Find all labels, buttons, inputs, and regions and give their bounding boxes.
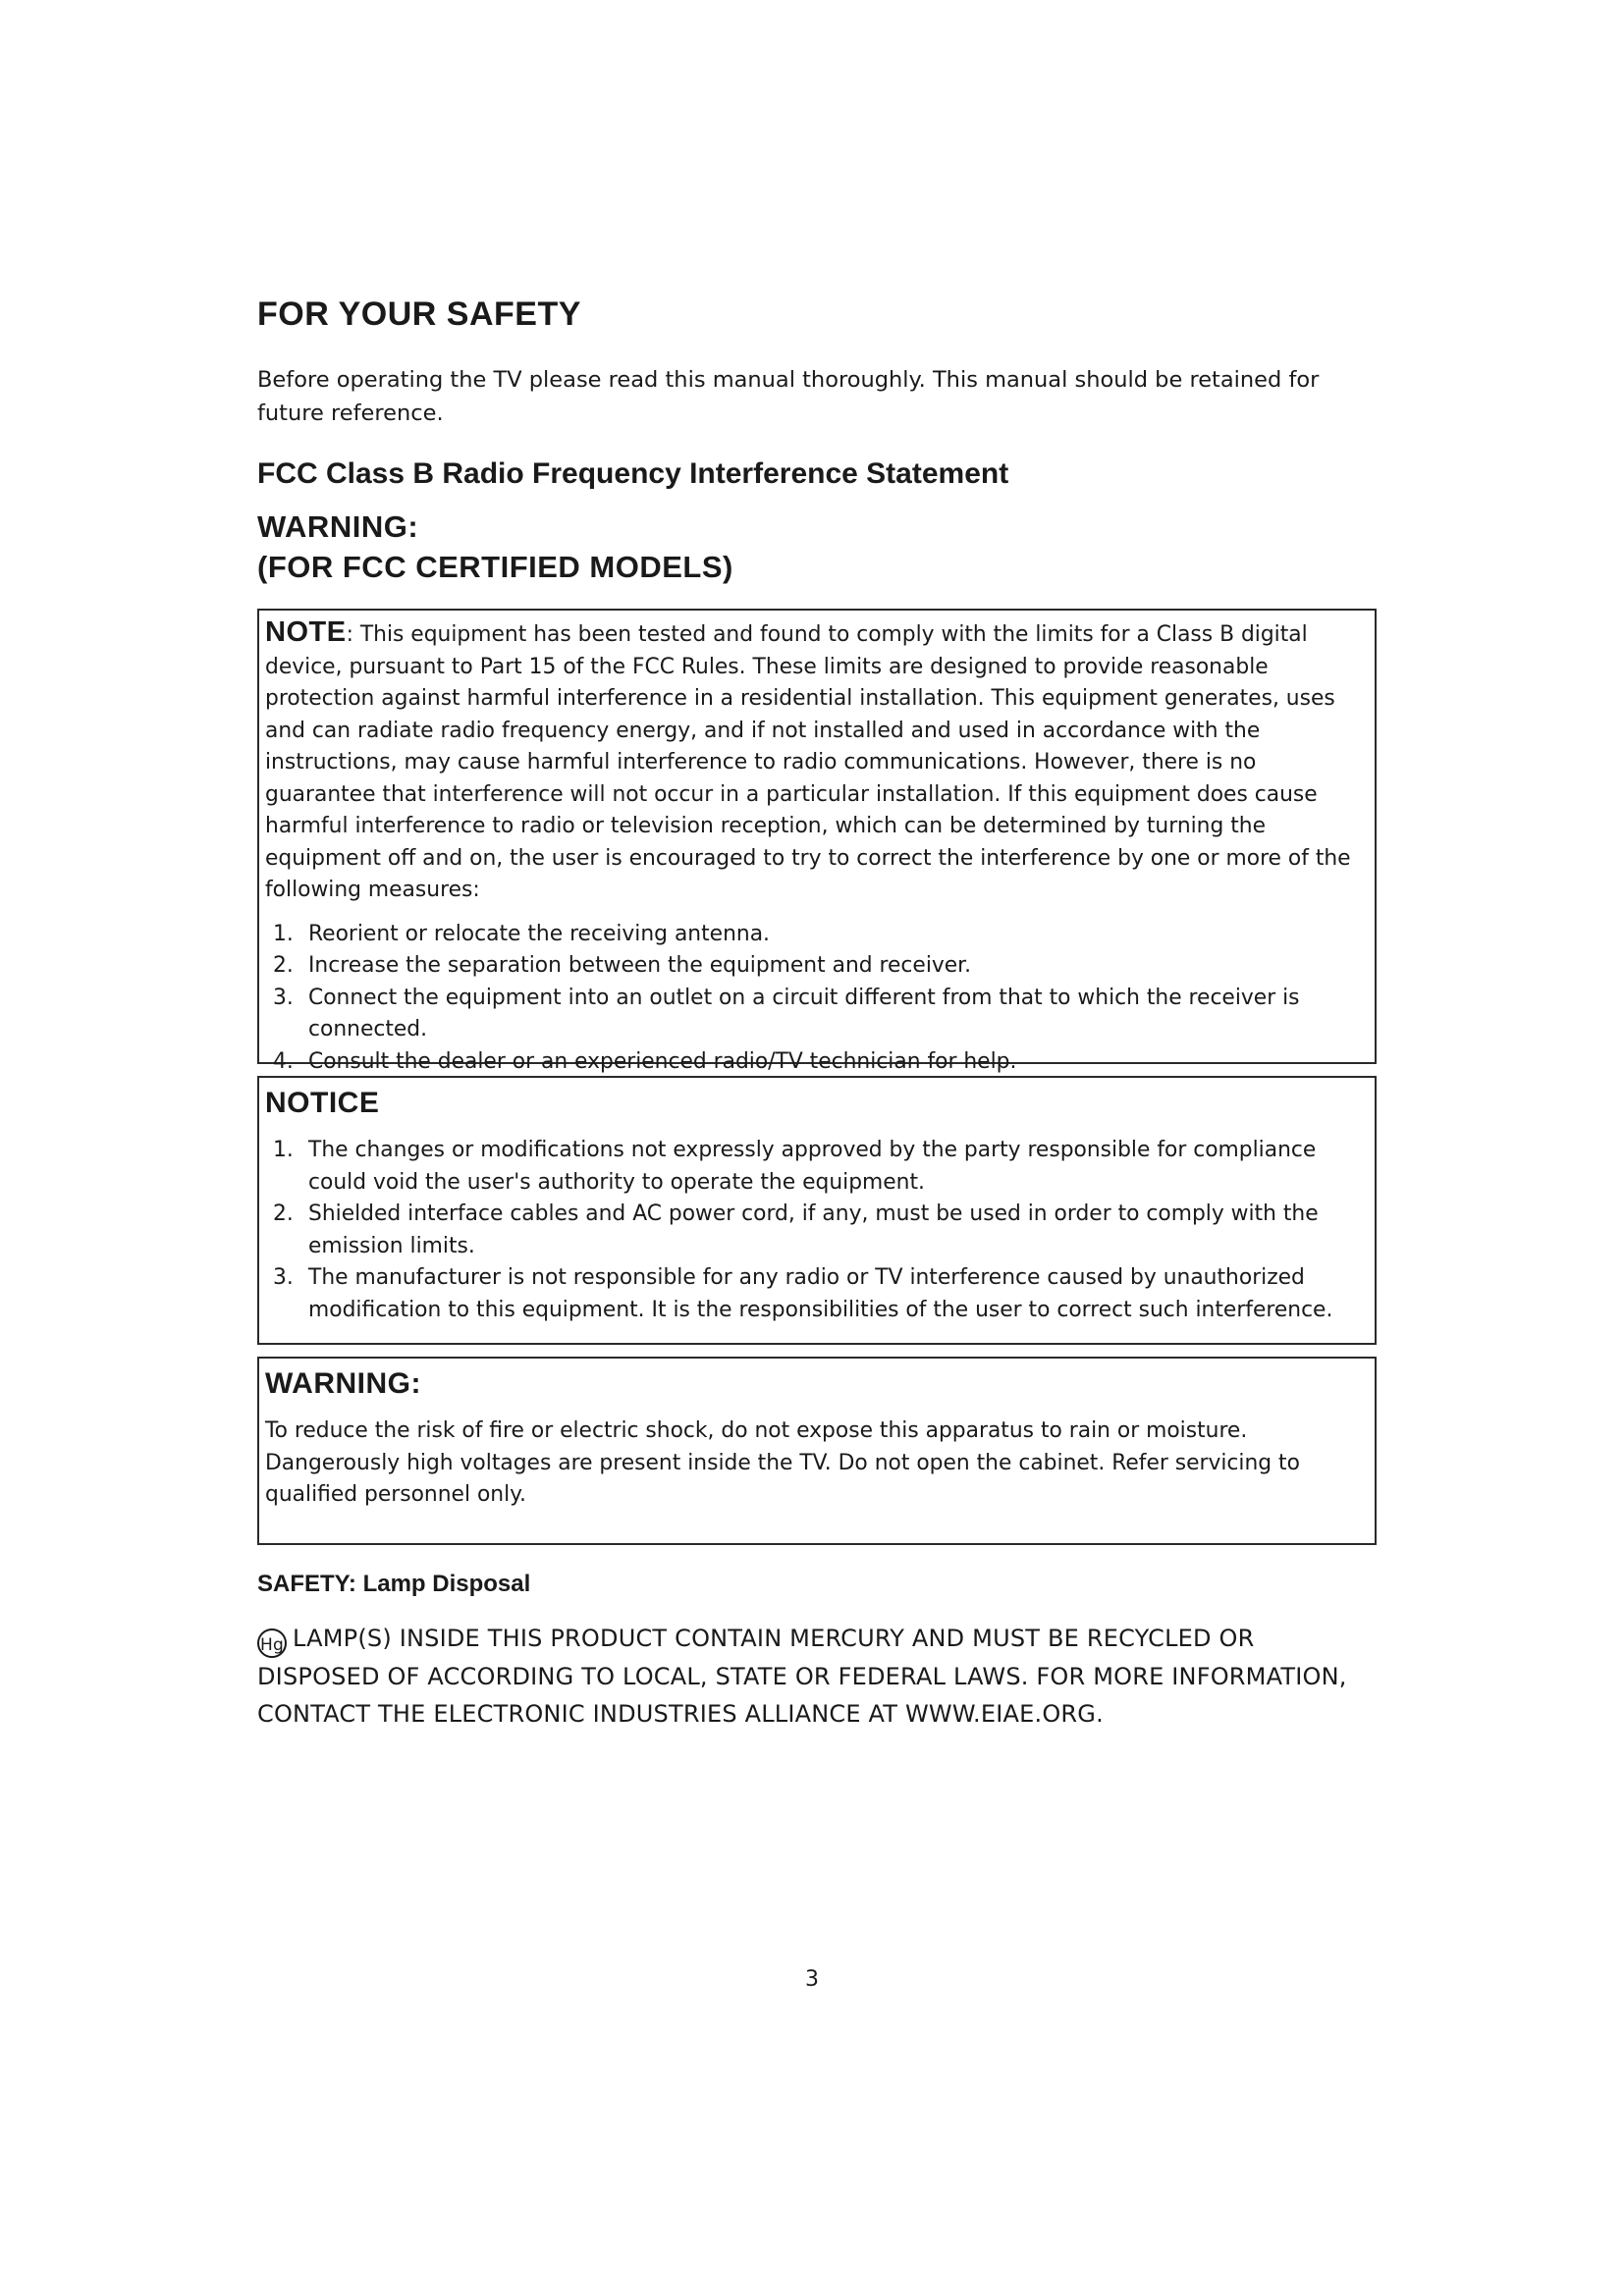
lamp-disposal-text bbox=[257, 1620, 1377, 1733]
list-item bbox=[265, 919, 1369, 951]
safety-label: SAFETY bbox=[257, 1571, 349, 1597]
page-title: FOR YOUR SAFETY bbox=[257, 295, 581, 333]
warning-heading-line-2: (FOR FCC CERTIFIED MODELS) bbox=[257, 550, 733, 584]
page-content bbox=[257, 294, 1377, 1733]
warning-box-text: To reduce the risk of fire or electric shock, do not expose this apparatus to rain or moisture. Dangerously high voltages are present inside the TV. Do not open the cabinet. Refer servicing to qualified personnel only. bbox=[265, 1418, 1300, 1507]
list-item bbox=[265, 1262, 1369, 1326]
notice-list bbox=[265, 1135, 1369, 1326]
note-lead: NOTE bbox=[265, 616, 347, 648]
list-item-number: 3. bbox=[273, 1265, 294, 1290]
list-item bbox=[265, 950, 1369, 983]
note-measures-list bbox=[265, 919, 1369, 1079]
note-paragraph bbox=[265, 616, 1369, 907]
safety-heading bbox=[257, 1571, 1377, 1598]
note-box bbox=[257, 609, 1377, 1074]
safety-rest: : Lamp Disposal bbox=[348, 1571, 531, 1597]
list-item-number: 3. bbox=[273, 985, 294, 1010]
list-item-text: The manufacturer is not responsible for any radio or TV interference caused by unauthorized modification to this equipment. It is the responsibilities of the user to correct such interference. bbox=[308, 1265, 1333, 1322]
page-number: 3 bbox=[805, 1967, 819, 1992]
list-item bbox=[265, 1199, 1369, 1262]
list-item bbox=[265, 983, 1369, 1046]
list-item-text: Shielded interface cables and AC power cord, if any, must be used in order to comply with the emission limits. bbox=[308, 1201, 1319, 1258]
list-item bbox=[265, 1135, 1369, 1199]
notice-box bbox=[257, 1076, 1377, 1345]
list-item-number: 2. bbox=[273, 1201, 294, 1226]
list-item-text: The changes or modifications not expressly approved by the party responsible for compliance could void the user's authority to operate the equipment. bbox=[308, 1138, 1317, 1195]
list-item-text: Consult the dealer or an experienced radio/TV technician for help. bbox=[308, 1048, 1017, 1074]
intro-text: Before operating the TV please read this manual thoroughly. This manual should be retained for future reference. bbox=[257, 367, 1320, 426]
warning-box bbox=[257, 1357, 1377, 1545]
list-item-number: 1. bbox=[273, 1138, 294, 1162]
list-item-text: Connect the equipment into an outlet on a circuit different from that to which the receiver is connected. bbox=[308, 985, 1300, 1041]
fcc-heading: FCC Class B Radio Frequency Interference Statement bbox=[257, 457, 1009, 490]
list-item bbox=[265, 1046, 1369, 1079]
lamp-text: LAMP(S) INSIDE THIS PRODUCT CONTAIN MERCURY AND MUST BE RECYCLED OR DISPOSED OF ACCORDING TO LOCAL, STATE OR FEDERAL LAWS. FOR MORE INFORMATION, CONTACT THE ELECTRONIC INDUSTRIES ALLIANCE AT WWW.EIAE.ORG. bbox=[257, 1625, 1347, 1728]
warning-heading bbox=[257, 507, 1377, 587]
list-item-number: 1. bbox=[273, 921, 294, 946]
list-item-text: Increase the separation between the equipment and receiver. bbox=[308, 953, 972, 978]
warning-heading-line-1: WARNING: bbox=[257, 509, 419, 544]
list-item-number: 2. bbox=[273, 953, 294, 978]
warning-box-heading: WARNING: bbox=[265, 1367, 421, 1400]
notice-heading: NOTICE bbox=[265, 1087, 380, 1119]
mercury-hg-icon: Hg bbox=[257, 1629, 287, 1658]
note-text: : This equipment has been tested and found to comply with the limits for a Class B digital device, pursuant to Part 15 of the FCC Rules. These limits are designed to provide reasonable protection against harmful interference in a residential installation. This equipment generates, uses and can radiate radio frequency energy, and if not installed and used in accordance with the instructions, may cause harmful interference to radio communications. However, there is no guarantee that interference will not occur in a particular installation. If this equipment does cause harmful interference to radio or television reception, which can be determined by turning the equipment off and on, the user is encouraged to try to correct the interference by one or more of the following measures: bbox=[265, 622, 1351, 902]
list-item-number: 4. bbox=[273, 1048, 294, 1074]
list-item-text: Reorient or relocate the receiving antenna. bbox=[308, 921, 770, 946]
